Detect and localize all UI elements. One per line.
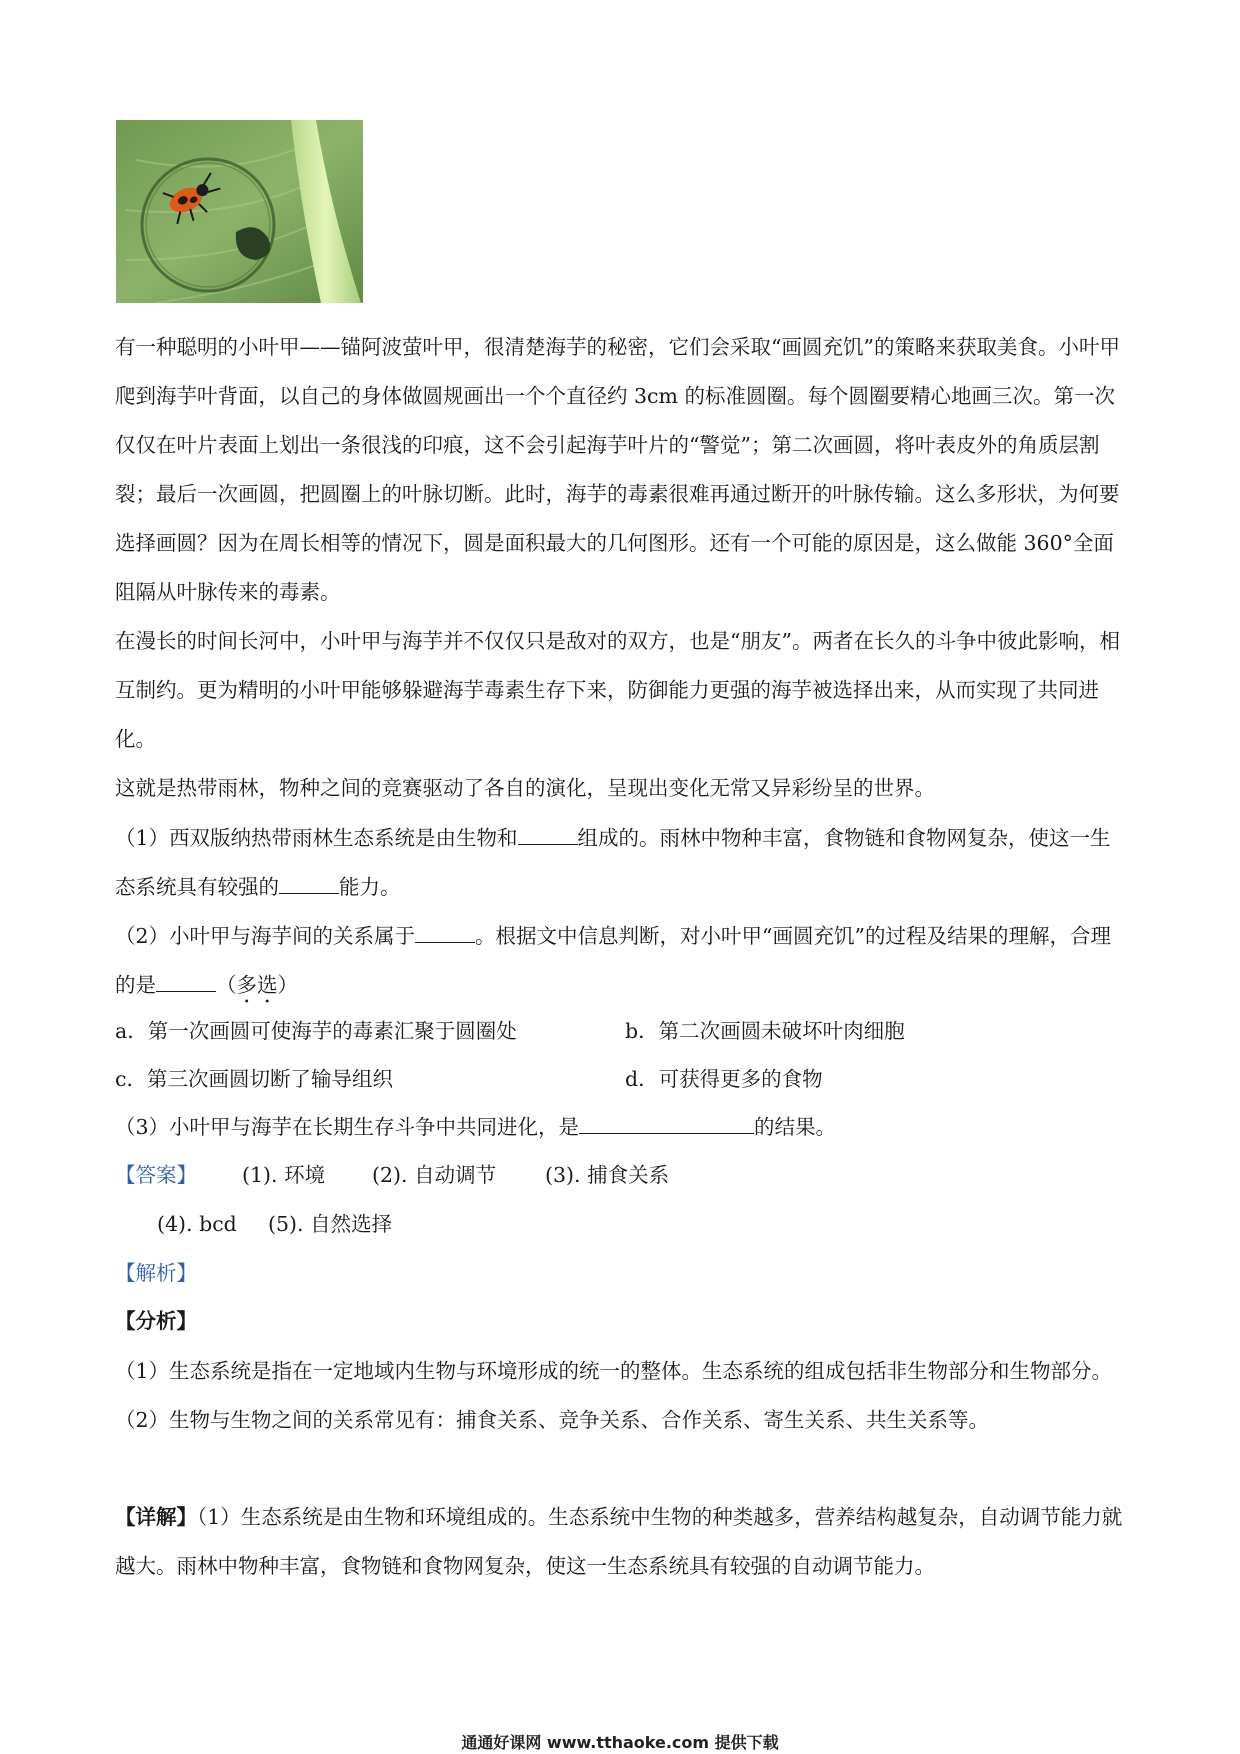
q2-part-c: （ — [216, 973, 237, 997]
q2-multi-select-note: 多选 — [236, 973, 278, 997]
beetle-on-leaf-photo — [116, 120, 363, 303]
page-footer: 通通好课网 www.tthaoke.com 提供下载 — [461, 1733, 779, 1752]
fenxi-item-1: （1）生态系统是指在一定地域内生物与环境形成的统一的整体。生态系统的组成包括非生物部分和生物部分。 — [115, 1359, 1113, 1383]
question-3 — [115, 1103, 1130, 1152]
q1-part-a: （1）西双版纳热带雨林生态系统是由生物和 — [115, 826, 518, 850]
option-d: d．可获得更多的食物 — [625, 1067, 823, 1091]
answer-3: (3). 捕食关系 — [545, 1163, 670, 1187]
passage-paragraph-2: 在漫长的时间长河中，小叶甲与海芋并不仅仅只是敌对的双方，也是“朋友”。两者在长久的斗争中彼此影响，相互制约。更为精明的小叶甲能够躲避海芋毒素生存下来，防御能力更强的海芋被选择出来，从而实现了共同进化。 — [115, 629, 1120, 751]
option-c: c．第三次画圆切断了输导组织 — [115, 1067, 393, 1091]
q1-part-b: 组成的。雨林中物种丰富，食物链和食物网复杂，使这一生态系统具有较强的 — [115, 826, 1111, 899]
answer-5: (5). 自然选择 — [268, 1212, 393, 1236]
fenxi-text — [115, 1347, 1130, 1445]
q2-blank-2 — [156, 971, 216, 992]
q1-blank-1 — [518, 824, 578, 845]
option-a: a．第一次画圆可使海芋的毒素汇聚于圆圈处 — [115, 1019, 517, 1043]
passage-paragraph-1: 有一种聪明的小叶甲——锚阿波萤叶甲，很清楚海芋的秘密，它们会采取“画圆充饥”的策略来获取美食。小叶甲爬到海芋叶背面，以自己的身体做圆规画出一个个直径约 3cm 的标准圆圈。每个圆圈要精心地画三次。第一次仅仅在叶片表面上划出一条很浅的印痕，这不会引起海芋叶片的“警觉”；第二次画圆，将叶表皮外的角质层割裂；最后一次画圆，把圆圈上的叶脉切断。此时，海芋的毒素很难再通过断开的叶脉传输。这么多形状，为何要选择画圆？因为在周长相等的情况下，圆是面积最大的几何图形。还有一个可能的原因是，这么做能 360°全面阻隔从叶脉传来的毒素。 — [115, 335, 1120, 604]
question-2 — [115, 912, 1130, 1010]
answer-label: 【答案】 — [115, 1163, 197, 1187]
q1-blank-2 — [279, 873, 339, 894]
fenxi-label: 【分析】 — [115, 1309, 197, 1333]
q1-part-c: 能力。 — [339, 875, 401, 899]
q2-part-a: （2）小叶甲与海芋间的关系属于 — [115, 924, 416, 948]
fenxi-item-2: （2）生物与生物之间的关系常见有：捕食关系、竞争关系、合作关系、寄生关系、共生关系等。 — [115, 1408, 990, 1432]
option-b: b．第二次画圆未破坏叶肉细胞 — [625, 1019, 905, 1043]
analysis-label: 【解析】 — [115, 1261, 197, 1285]
q3-part-b: 的结果。 — [754, 1115, 837, 1139]
q2-part-b: 。根据文中信息判断，对小叶甲“画圆充饥”的过程及结果的理解，合理的是 — [115, 924, 1112, 997]
q3-part-a: （3）小叶甲与海芋在长期生存斗争中共同进化，是 — [115, 1115, 580, 1139]
q3-blank — [579, 1113, 754, 1134]
question-1 — [115, 814, 1130, 912]
q2-blank-1 — [415, 922, 475, 943]
passage-paragraph-3: 这就是热带雨林，物种之间的竞赛驱动了各自的演化，呈现出变化无常又异彩纷呈的世界。 — [115, 776, 935, 800]
answer-1: (1). 环境 — [242, 1163, 326, 1187]
q2-part-e: ） — [277, 973, 298, 997]
detail-section — [115, 1493, 1130, 1591]
answer-2: (2). 自动调节 — [372, 1163, 497, 1187]
passage — [115, 323, 1130, 813]
answer-4: (4). bcd — [157, 1212, 237, 1236]
detail-text: （1）生态系统是由生物和环境组成的。生态系统中生物的种类越多，营养结构越复杂，自动调节能力就越大。雨林中物种丰富，食物链和食物网复杂，使这一生态系统具有较强的自动调节能力。 — [115, 1505, 1123, 1578]
detail-label: 【详解】 — [115, 1505, 197, 1529]
